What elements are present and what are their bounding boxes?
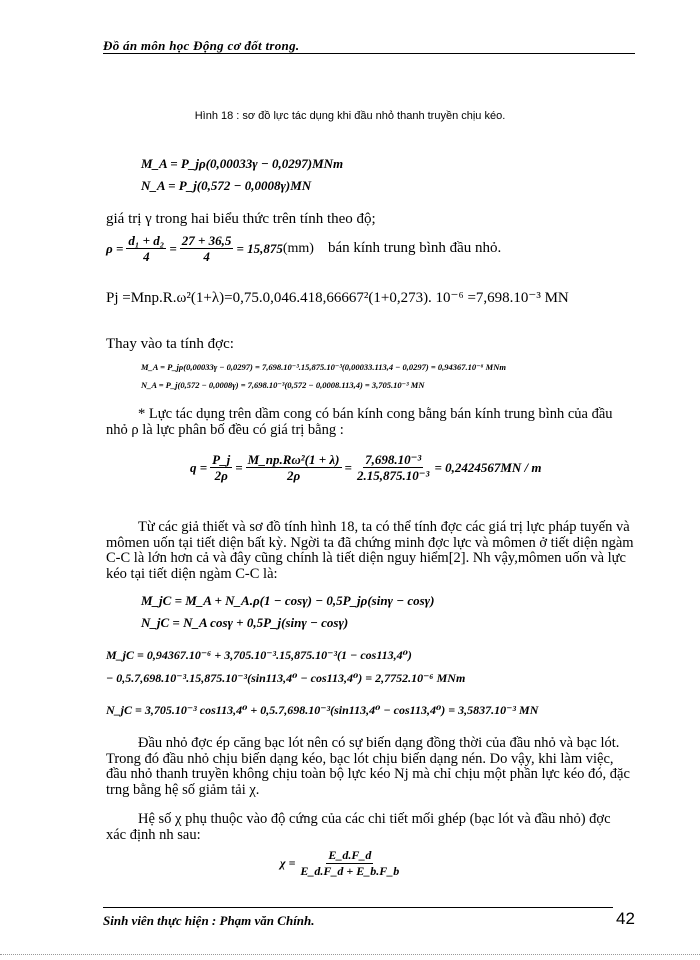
footer-rule xyxy=(103,907,613,908)
text-substitute: Thay vào ta tính đợc: xyxy=(106,336,234,352)
header-rule xyxy=(103,53,635,54)
figure-caption: Hình 18 : sơ đồ lực tác dụng khi đầu nhỏ thanh truyền chịu kéo. xyxy=(194,110,506,122)
equation-NjC: N_jC = N_A cosγ + 0,5P_j(sinγ − cosγ) xyxy=(141,615,349,630)
paragraph-bushing: Đầu nhỏ đợc ép căng bạc lót nên có sự biến dạng đồng thời của đầu nhỏ và bạc lót. Trong đó đầu nhỏ chịu biến dạng kéo, bạc lót chịu biến dạng nén. Do vậy, khi làm việc, đầu nhỏ thanh truyền không chịu toàn bộ lực kéo Nj mà chỉ chịu một phần lực kéo đó, đặc trng bằng hệ số giảm tải χ. xyxy=(106,735,630,798)
q-den1: 2ρ xyxy=(214,468,228,483)
equation-chi: χ = $\frac{E\_d.F\_d}{E\_d.F\_d + E\_b.F\_b}$ xyxy=(280,848,400,878)
equation-MjC: M_jC = M_A + N_A.ρ(1 − cosγ) − 0,5P_jρ(sinγ − cosγ) xyxy=(141,593,435,608)
paragraph-distributed-load: * Lực tác dụng trên dầm cong có bán kính cong bằng bán kính trung bình của đầu nhỏ ρ là lực phân bố đều có giá trị bằng : xyxy=(106,406,613,438)
equation-MA: M_A = P_jρ(0,00033γ − 0,0297)MNm xyxy=(141,156,344,171)
rho-num1: d₁ + d₂ xyxy=(128,233,165,248)
rho-num2: 27 + 36,5 xyxy=(181,233,232,248)
chi-den: E_d.F_d + E_b.F_b xyxy=(300,864,400,878)
q-den2: 2ρ xyxy=(286,468,301,483)
calc-MjC-line1: M_jC = 0,94367.10⁻⁶ + 3,705.10⁻³.15,875.10⁻³(1 − cos113,4⁰) xyxy=(106,648,412,662)
q-num2: M_np.Rω²(1 + λ) xyxy=(247,452,340,467)
substituted-MA: M_A = P_jρ(0,00033γ − 0,0297) = 7,698.10⁻³.15,875.10⁻³(0,00033.113,4 − 0,0297) = 0,94367.10⁻⁶ MNm xyxy=(141,362,506,372)
page-number: 42 xyxy=(616,909,635,928)
calc-MjC-line2: − 0,5.7,698.10⁻³.15,875.10⁻³(sin113,4⁰ − cos113,4⁰) = 2,7752.10⁻⁶ MNm xyxy=(106,671,466,685)
equation-q: q = $\frac{P\_j}{2\rho}$ = $\frac{\text{M\_np.Rω²(1 + λ)}}{2\rho}$ = $\frac{\text{7,698.10⁻³}}{\text{2.15,875.10⁻³}}$ = 0,2424567MN / m xyxy=(190,452,542,483)
q-num1: P_j xyxy=(212,452,231,467)
paragraph-assumptions: Từ các giả thiết và sơ đồ tính hình 18, ta có thể tính đợc các giá trị lực pháp tuyến và mômen uốn tại tiết diện bất kỳ. Ngời ta đã chứng minh đợc lực và mômen ở tiết diện ngàm C-C là lớn hơn cả và đây cũng chính là tiết diện nguy hiểm[2]. Nh vậy,mômen uốn và lực kéo tại tiết diện ngàm C-C là: xyxy=(106,519,634,582)
q-result: = 0,2424567MN / m xyxy=(434,459,542,475)
chi-num: E_d.F_d xyxy=(328,848,372,862)
text-gamma-note: giá trị γ trong hai biểu thức trên tính theo độ; xyxy=(106,211,376,227)
rho-result: = 15,875 xyxy=(236,240,283,256)
rho-unit: (mm) xyxy=(282,240,314,256)
rho-den2: 4 xyxy=(203,249,210,264)
page-bottom-dotted-line xyxy=(0,954,700,955)
rho-description: bán kính trung bình đầu nhỏ. xyxy=(327,240,502,256)
calc-NjC: N_jC = 3,705.10⁻³ cos113,4⁰ + 0,5.7,698.10⁻³(sin113,4⁰ − cos113,4⁰) = 3,5837.10⁻³ MN xyxy=(106,703,539,717)
rho-den1: 4 xyxy=(143,249,150,264)
pj-calculation: Pj =Mnp.R.ω²(1+λ)=0,75.0,046.418,66667²(1+0,273). 10⁻⁶ =7,698.10⁻³ MN xyxy=(106,290,569,306)
q-num3: 7,698.10⁻³ xyxy=(365,452,422,467)
paragraph-coefficient: Hệ số χ phụ thuộc vào độ cứng của các chi tiết mối ghép (bạc lót và đầu nhỏ) đợc xác định nh sau: xyxy=(106,811,611,843)
equation-rho: ρ = $\frac{\text{d₁ + d₂}}{4}$ = $\frac{27 + 36,5}{4}$ = 15,875 (mm) bán kính trung bình đầu nhỏ. xyxy=(106,233,502,264)
header-title: Đồ án môn học Động cơ đốt trong. xyxy=(103,38,300,53)
equation-NA: N_A = P_j(0,572 − 0,0008γ)MN xyxy=(141,178,312,193)
q-den3: 2.15,875.10⁻³ xyxy=(356,468,430,483)
footer-author: Sinh viên thực hiện : Phạm văn Chính. xyxy=(103,913,315,928)
substituted-NA: N_A = P_j(0,572 − 0,0008γ) = 7,698.10⁻³(0,572 − 0,0008.113,4) = 3,705.10⁻³ MN xyxy=(141,380,425,390)
